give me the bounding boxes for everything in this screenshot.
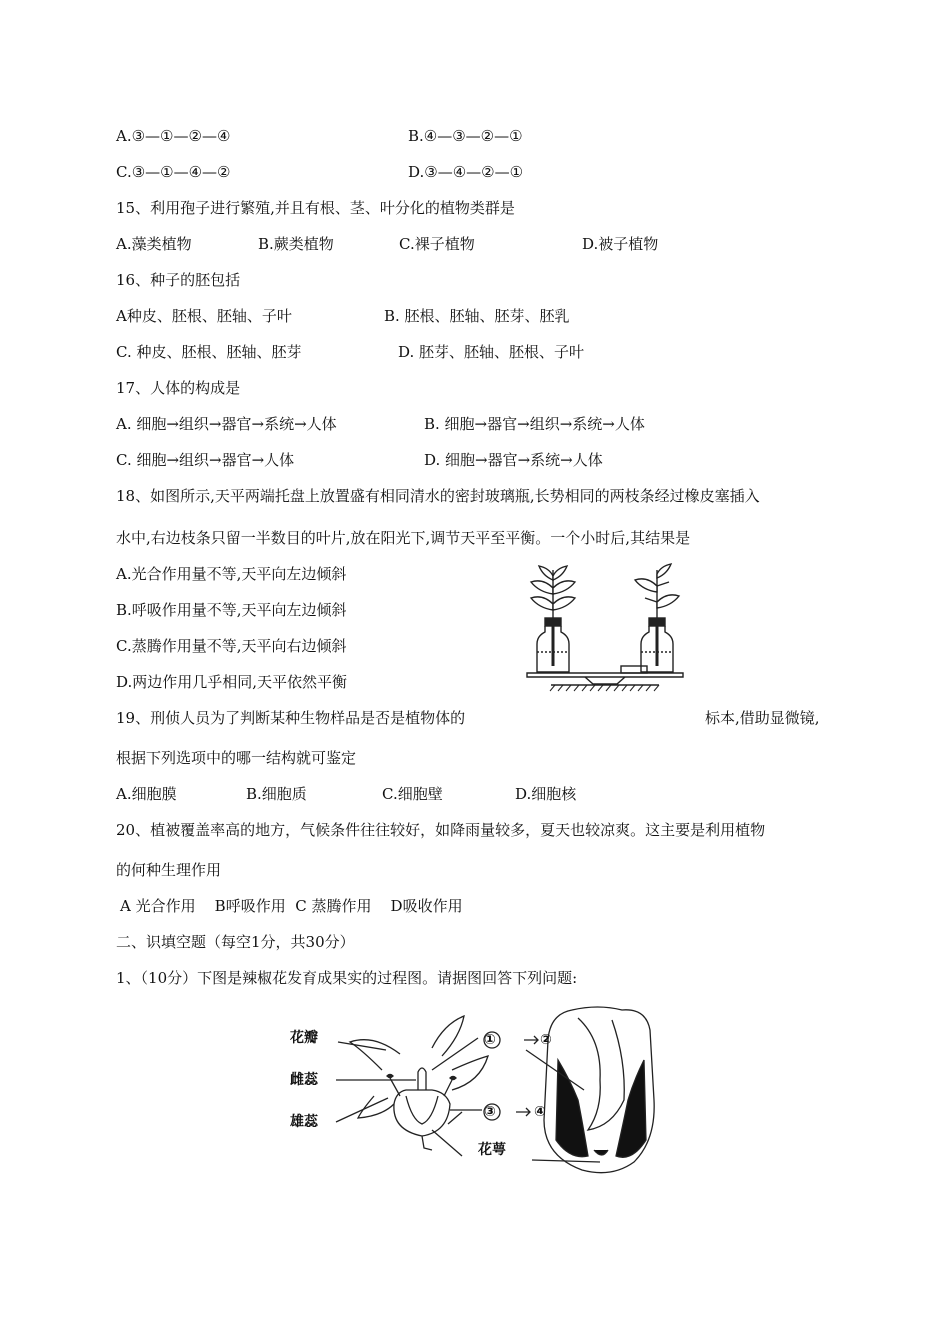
q17-option-a: A. 细胞→组织→器官→系统→人体 (116, 415, 337, 433)
q19-stem-line1-end: 标本,借助显微镜, (705, 709, 820, 727)
flower-label-stamen: 雄蕊 (290, 1114, 318, 1130)
q19-stem-line2: 根据下列选项中的哪一结构就可鉴定 (116, 749, 357, 767)
q14-option-c: C.③—①—④—② (116, 163, 231, 181)
q17-option-d: D. 细胞→器官→系统→人体 (424, 451, 603, 469)
q18-option-c: C.蒸腾作用量不等,天平向右边倾斜 (116, 637, 347, 655)
q16-stem: 16、种子的胚包括 (116, 271, 241, 289)
q15-option-a: A.藻类植物 (116, 235, 192, 253)
q18-stem-line1: 18、如图所示,天平两端托盘上放置盛有相同清水的密封玻璃瓶,长势相同的两枝条经过橡皮塞插入 (116, 487, 760, 505)
q15-option-d: D.被子植物 (582, 235, 659, 253)
q16-option-a: A种皮、胚根、胚轴、子叶 (116, 307, 292, 325)
q15-option-b: B.蕨类植物 (258, 235, 334, 253)
q19-option-d: D.细胞核 (515, 785, 577, 803)
q20-options: A 光合作用 B呼吸作用 C 蒸腾作用 D吸收作用 (120, 897, 463, 915)
q17-option-b: B. 细胞→器官→组织→系统→人体 (424, 415, 645, 433)
figure-number-2: ② (540, 1032, 552, 1048)
figure-number-4: ④ (534, 1104, 546, 1120)
q18-option-d: D.两边作用几乎相同,天平依然平衡 (116, 673, 348, 691)
q19-option-a: A.细胞膜 (116, 785, 177, 803)
flower-label-pistil: 雌蕊 (290, 1072, 318, 1088)
q16-option-d: D. 胚芽、胚轴、胚根、子叶 (398, 343, 585, 361)
q17-stem: 17、人体的构成是 (116, 379, 241, 397)
q15-stem: 15、利用孢子进行繁殖,并且有根、茎、叶分化的植物类群是 (116, 199, 515, 217)
q14-option-d: D.③—④—②—① (408, 163, 524, 181)
flower-fruit-figure (282, 1000, 682, 1180)
q17-option-c: C. 细胞→组织→器官→人体 (116, 451, 295, 469)
q19-option-b: B.细胞质 (246, 785, 307, 803)
q14-option-b: B.④—③—②—① (408, 127, 523, 145)
figure-number-3: ③ (484, 1104, 496, 1120)
q18-stem-line2: 水中,右边枝条只留一半数目的叶片,放在阳光下,调节天平至平衡。一个小时后,其结果是 (116, 529, 691, 547)
q20-stem-line1: 20、植被覆盖率高的地方，气候条件往往较好，如降雨量较多，夏天也较凉爽。这主要是利用植物 (116, 821, 766, 839)
q14-option-a: A.③—①—②—④ (116, 127, 231, 145)
figure-number-1: ① (484, 1032, 496, 1048)
q16-option-b: B. 胚根、胚轴、胚芽、胚乳 (384, 307, 570, 325)
balance-figure (515, 558, 685, 698)
q20-stem-line2: 的何种生理作用 (116, 861, 222, 879)
flower-label-petal: 花瓣 (290, 1030, 318, 1046)
q18-option-a: A.光合作用量不等,天平向左边倾斜 (116, 565, 347, 583)
q15-option-c: C.裸子植物 (399, 235, 475, 253)
q19-option-c: C.细胞壁 (382, 785, 443, 803)
q16-option-c: C. 种皮、胚根、胚轴、胚芽 (116, 343, 302, 361)
flower-label-sepal: 花萼 (478, 1142, 506, 1158)
q19-stem-line1-start: 19、刑侦人员为了判断某种生物样品是否是植物体的 (116, 709, 466, 727)
section2-heading: 二、识填空题（每空1分，共30分） (116, 933, 355, 951)
section2-q1-stem: 1、（10分）下图是辣椒花发育成果实的过程图。请据图回答下列问题: (116, 969, 578, 987)
q18-option-b: B.呼吸作用量不等,天平向左边倾斜 (116, 601, 347, 619)
